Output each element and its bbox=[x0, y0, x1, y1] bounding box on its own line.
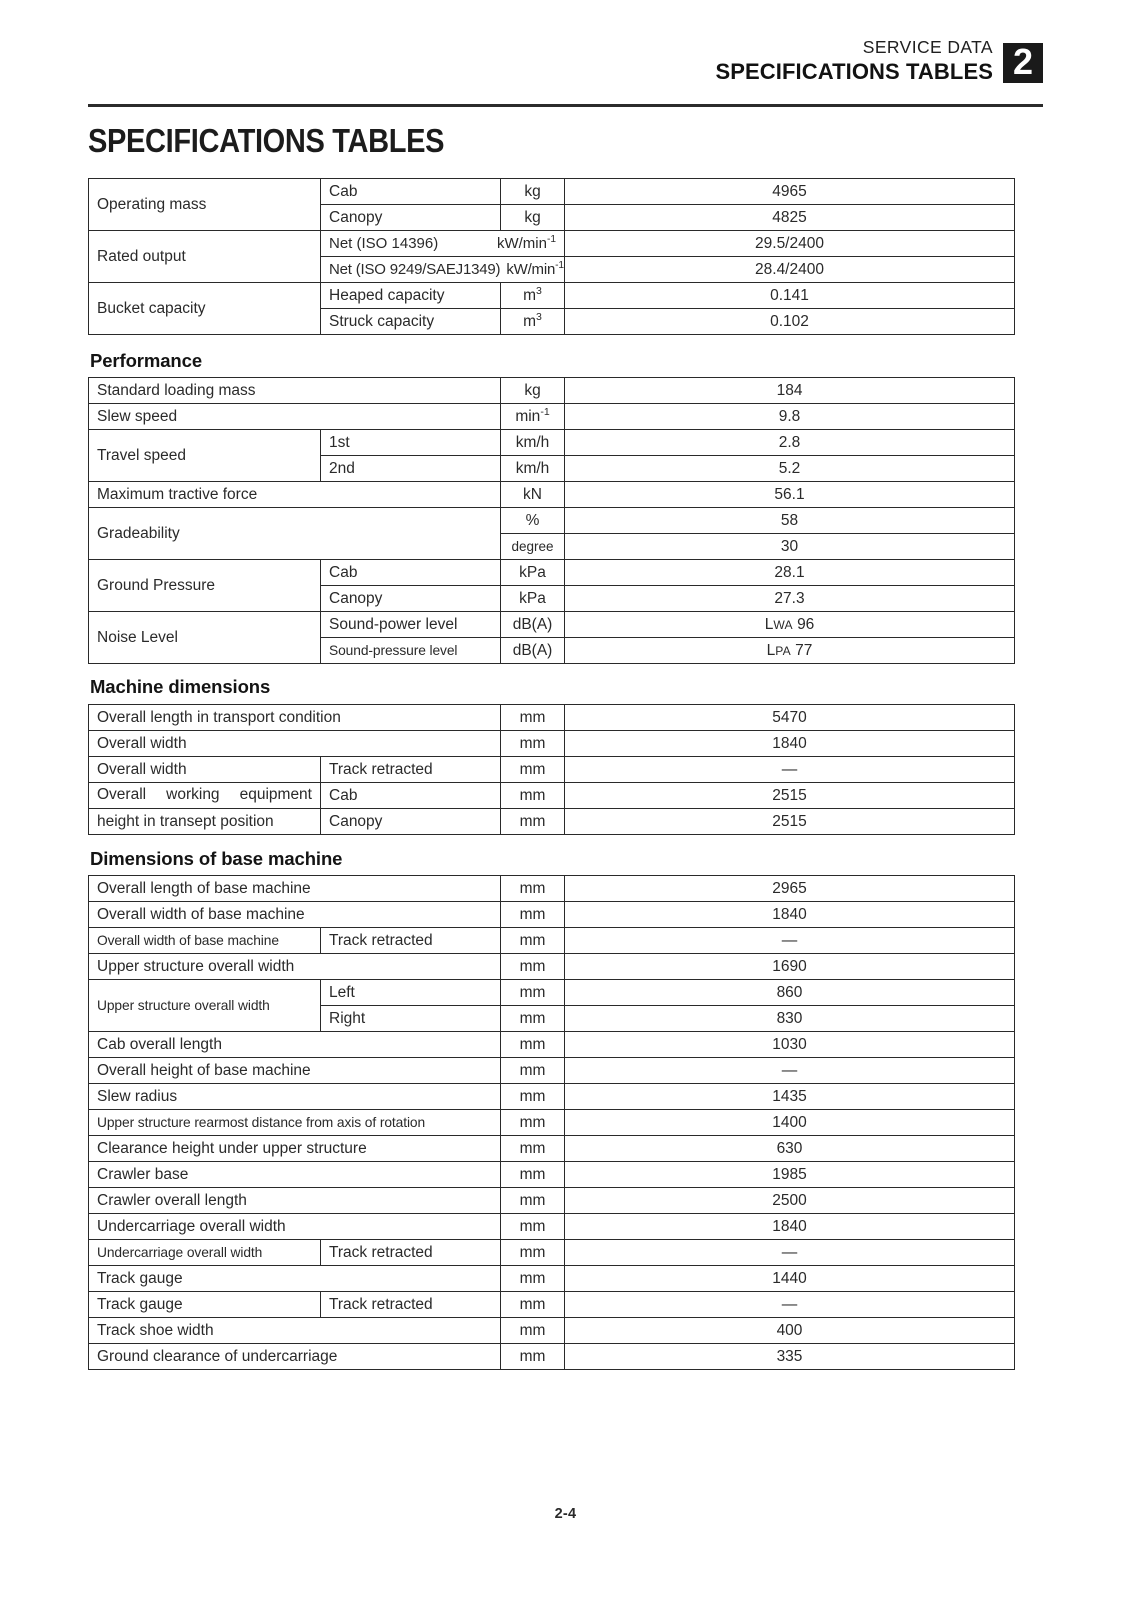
row-sub-cab: Cab bbox=[321, 179, 501, 205]
row-unit: degree bbox=[501, 534, 565, 560]
table-row bbox=[89, 1344, 1015, 1370]
row-unit: kPa bbox=[501, 586, 565, 612]
table-row bbox=[89, 482, 1015, 508]
row-unit: mm bbox=[501, 783, 565, 809]
row-value: 0.102 bbox=[565, 309, 1015, 335]
table-row bbox=[89, 1292, 1015, 1318]
exponent: -1 bbox=[540, 405, 550, 418]
row-value: — bbox=[565, 1292, 1015, 1318]
table-row bbox=[89, 1032, 1015, 1058]
row-value: 1690 bbox=[565, 954, 1015, 980]
table-row bbox=[89, 902, 1015, 928]
row-unit: mm bbox=[501, 731, 565, 757]
row-label-overall-width-base-retracted: Overall width of base machine bbox=[89, 928, 321, 954]
row-label-ground-clearance-undercarriage: Ground clearance of undercarriage bbox=[89, 1344, 501, 1370]
row-label-ground-pressure: Ground Pressure bbox=[89, 560, 321, 612]
kw-per-min-unit: $kW/\min^{-1}$ bbox=[506, 260, 564, 278]
base-machine-dimensions-block bbox=[88, 875, 1015, 1370]
row-sub-net-iso-14396 bbox=[321, 231, 565, 257]
row-label-overall-length-transport: Overall length in transport condition bbox=[89, 705, 501, 731]
table-row bbox=[89, 560, 1015, 586]
row-sub-canopy: Canopy bbox=[321, 205, 501, 231]
row-label-bucket-capacity: Bucket capacity bbox=[89, 283, 321, 335]
row-sub-1st: 1st bbox=[321, 430, 501, 456]
row-label-overall-width-retracted: Overall width bbox=[89, 757, 321, 783]
row-value-sound-pressure: LPA 77 bbox=[565, 638, 1015, 664]
row-value: 860 bbox=[565, 980, 1015, 1006]
kw-per-min-unit: $kW/\min^{-1}$ bbox=[496, 234, 556, 252]
row-value: 335 bbox=[565, 1344, 1015, 1370]
row-label-travel-speed: Travel speed bbox=[89, 430, 321, 482]
row-unit: kPa bbox=[501, 560, 565, 586]
row-unit: km/h bbox=[501, 456, 565, 482]
row-unit: kg bbox=[501, 179, 565, 205]
row-unit: mm bbox=[501, 757, 565, 783]
table-row bbox=[89, 1162, 1015, 1188]
row-label-rearmost-distance: Upper structure rearmost distance from axis of rotation bbox=[89, 1110, 501, 1136]
row-value: 1985 bbox=[565, 1162, 1015, 1188]
row-label-slew-radius: Slew radius bbox=[89, 1084, 501, 1110]
table-row bbox=[89, 283, 1015, 309]
table-row bbox=[89, 430, 1015, 456]
row-value: 1030 bbox=[565, 1032, 1015, 1058]
table-row bbox=[89, 954, 1015, 980]
exponent: 3 bbox=[536, 284, 542, 297]
row-unit: kN bbox=[501, 482, 565, 508]
row-label-overall-length-base: Overall length of base machine bbox=[89, 876, 501, 902]
row-value: — bbox=[565, 928, 1015, 954]
row-unit: mm bbox=[501, 1084, 565, 1110]
row-unit: mm bbox=[501, 980, 565, 1006]
row-label-crawler-base: Crawler base bbox=[89, 1162, 501, 1188]
row-value: 5470 bbox=[565, 705, 1015, 731]
table-row bbox=[89, 404, 1015, 430]
general-specs-table bbox=[88, 178, 1015, 335]
row-label-clearance-height: Clearance height under upper structure bbox=[89, 1136, 501, 1162]
row-unit: mm bbox=[501, 1188, 565, 1214]
row-value: 5.2 bbox=[565, 456, 1015, 482]
section-heading-performance: Performance bbox=[90, 350, 203, 371]
row-label-track-shoe-width: Track shoe width bbox=[89, 1318, 501, 1344]
row-unit: mm bbox=[501, 705, 565, 731]
exponent: -1 bbox=[555, 260, 564, 271]
header-section-title: SPECIFICATIONS TABLES bbox=[715, 58, 993, 84]
row-unit: mm bbox=[501, 1266, 565, 1292]
row-unit: mm bbox=[501, 876, 565, 902]
general-specs-block bbox=[88, 178, 1015, 335]
row-value: 2515 bbox=[565, 783, 1015, 809]
row-label-track-gauge-retracted: Track gauge bbox=[89, 1292, 321, 1318]
row-value: 2965 bbox=[565, 876, 1015, 902]
table-row bbox=[89, 980, 1015, 1006]
table-row bbox=[89, 757, 1015, 783]
row-sub-right: Right bbox=[321, 1006, 501, 1032]
header-divider bbox=[88, 104, 1043, 107]
row-unit: dB(A) bbox=[501, 612, 565, 638]
row-label-crawler-overall-length: Crawler overall length bbox=[89, 1188, 501, 1214]
row-label-gradeability: Gradeability bbox=[89, 508, 501, 560]
row-value: 30 bbox=[565, 534, 1015, 560]
row-sub-struck: Struck capacity bbox=[321, 309, 501, 335]
section-heading-base-machine-dimensions: Dimensions of base machine bbox=[90, 848, 343, 869]
row-value: 9.8 bbox=[565, 404, 1015, 430]
header-text-block bbox=[715, 38, 993, 84]
exponent: 3 bbox=[536, 310, 542, 323]
row-value: 56.1 bbox=[565, 482, 1015, 508]
table-row bbox=[89, 1110, 1015, 1136]
row-unit: mm bbox=[501, 1214, 565, 1240]
table-row bbox=[89, 783, 1015, 809]
row-sub-cab: Cab bbox=[321, 560, 501, 586]
row-sub-heaped: Heaped capacity bbox=[321, 283, 501, 309]
row-label-rated-output: Rated output bbox=[89, 231, 321, 283]
row-label-track-gauge: Track gauge bbox=[89, 1266, 501, 1292]
row-value: 58 bbox=[565, 508, 1015, 534]
row-value: 1440 bbox=[565, 1266, 1015, 1292]
row-unit: dB(A) bbox=[501, 638, 565, 664]
row-value: 184 bbox=[565, 378, 1015, 404]
row-unit: kg bbox=[501, 205, 565, 231]
row-sub-cab: Cab bbox=[321, 783, 501, 809]
row-value: 2500 bbox=[565, 1188, 1015, 1214]
machine-dimensions-block bbox=[88, 704, 1015, 835]
row-unit: mm bbox=[501, 1162, 565, 1188]
table-row bbox=[89, 731, 1015, 757]
row-value: 1840 bbox=[565, 1214, 1015, 1240]
row-label-undercarriage-width-retracted: Undercarriage overall width bbox=[89, 1240, 321, 1266]
row-sub-sound-pressure: Sound-pressure level bbox=[321, 638, 501, 664]
page-header bbox=[715, 38, 1043, 84]
noise-subscript: PA bbox=[775, 643, 791, 658]
page-footer: 2-4 bbox=[554, 1506, 577, 1522]
table-row bbox=[89, 1136, 1015, 1162]
row-sub-canopy: Canopy bbox=[321, 586, 501, 612]
table-row bbox=[89, 231, 1015, 257]
section-heading-machine-dimensions: Machine dimensions bbox=[90, 676, 271, 697]
row-unit: mm bbox=[501, 1292, 565, 1318]
row-label-working-equipment-height-1: Overall working equipment bbox=[89, 783, 321, 809]
row-unit: mm bbox=[501, 1006, 565, 1032]
row-unit: $m^3$ bbox=[501, 283, 565, 309]
row-value: 29.5/2400 bbox=[565, 231, 1015, 257]
row-sub-track-retracted: Track retracted bbox=[321, 1240, 501, 1266]
row-unit: mm bbox=[501, 902, 565, 928]
row-unit: $\min^{-1}$ bbox=[501, 404, 565, 430]
row-unit: mm bbox=[501, 1110, 565, 1136]
table-row bbox=[89, 705, 1015, 731]
row-unit: mm bbox=[501, 1240, 565, 1266]
table-row bbox=[89, 876, 1015, 902]
performance-table bbox=[88, 377, 1015, 664]
table-row bbox=[89, 1058, 1015, 1084]
table-row bbox=[89, 928, 1015, 954]
row-value: 2.8 bbox=[565, 430, 1015, 456]
machine-dimensions-table bbox=[88, 704, 1015, 835]
row-value: 4825 bbox=[565, 205, 1015, 231]
row-label-overall-height-base: Overall height of base machine bbox=[89, 1058, 501, 1084]
row-sub-track-retracted: Track retracted bbox=[321, 1292, 501, 1318]
row-value: — bbox=[565, 757, 1015, 783]
row-value: 28.1 bbox=[565, 560, 1015, 586]
table-row bbox=[89, 1240, 1015, 1266]
row-label-cab-overall-length: Cab overall length bbox=[89, 1032, 501, 1058]
row-sub-track-retracted: Track retracted bbox=[321, 757, 501, 783]
row-value: 0.141 bbox=[565, 283, 1015, 309]
row-sub-net-iso-9249 bbox=[321, 257, 565, 283]
row-label-working-equipment-height-2: height in transept position bbox=[89, 809, 321, 835]
table-row bbox=[89, 809, 1015, 835]
chapter-number-badge: 2 bbox=[1003, 43, 1043, 83]
exponent: -1 bbox=[546, 234, 556, 245]
row-label-undercarriage-width: Undercarriage overall width bbox=[89, 1214, 501, 1240]
row-value: 27.3 bbox=[565, 586, 1015, 612]
row-value: 630 bbox=[565, 1136, 1015, 1162]
table-row bbox=[89, 1214, 1015, 1240]
row-label-operating-mass: Operating mass bbox=[89, 179, 321, 231]
row-value: 1840 bbox=[565, 902, 1015, 928]
row-unit: mm bbox=[501, 954, 565, 980]
row-unit: mm bbox=[501, 928, 565, 954]
page-title: SPECIFICATIONS TABLES bbox=[88, 122, 445, 159]
row-sub-track-retracted: Track retracted bbox=[321, 928, 501, 954]
performance-block bbox=[88, 377, 1015, 664]
row-value: — bbox=[565, 1058, 1015, 1084]
row-unit: $m^3$ bbox=[501, 309, 565, 335]
row-sub-sound-power: Sound-power level bbox=[321, 612, 501, 638]
row-value: — bbox=[565, 1240, 1015, 1266]
row-label-standard-loading-mass: Standard loading mass bbox=[89, 378, 501, 404]
row-label-overall-width-base: Overall width of base machine bbox=[89, 902, 501, 928]
table-row bbox=[89, 612, 1015, 638]
row-value: 1840 bbox=[565, 731, 1015, 757]
row-label-max-tractive-force: Maximum tractive force bbox=[89, 482, 501, 508]
net-iso-14396-text: Net (ISO 14396) bbox=[329, 235, 439, 252]
row-label-overall-width: Overall width bbox=[89, 731, 501, 757]
row-unit: mm bbox=[501, 1344, 565, 1370]
net-iso-9249-text: Net (ISO 9249/SAEJ1349) bbox=[329, 261, 501, 278]
table-row bbox=[89, 508, 1015, 534]
row-sub-left: Left bbox=[321, 980, 501, 1006]
row-value: 4965 bbox=[565, 179, 1015, 205]
row-unit: mm bbox=[501, 1058, 565, 1084]
table-row bbox=[89, 1266, 1015, 1292]
table-row bbox=[89, 378, 1015, 404]
row-value: 830 bbox=[565, 1006, 1015, 1032]
row-value: 400 bbox=[565, 1318, 1015, 1344]
table-row bbox=[89, 1084, 1015, 1110]
row-label-upper-structure-width: Upper structure overall width bbox=[89, 954, 501, 980]
row-unit: mm bbox=[501, 1032, 565, 1058]
row-sub-2nd: 2nd bbox=[321, 456, 501, 482]
table-row bbox=[89, 1318, 1015, 1344]
row-sub-canopy: Canopy bbox=[321, 809, 501, 835]
base-machine-dimensions-table bbox=[88, 875, 1015, 1370]
row-value: 1435 bbox=[565, 1084, 1015, 1110]
row-value: 1400 bbox=[565, 1110, 1015, 1136]
row-value: 2515 bbox=[565, 809, 1015, 835]
header-service-data: SERVICE DATA bbox=[862, 37, 993, 57]
row-label-noise-level: Noise Level bbox=[89, 612, 321, 664]
row-unit: kg bbox=[501, 378, 565, 404]
row-unit: km/h bbox=[501, 430, 565, 456]
row-unit: mm bbox=[501, 809, 565, 835]
row-unit: mm bbox=[501, 1318, 565, 1344]
row-value: 28.4/2400 bbox=[565, 257, 1015, 283]
row-unit: mm bbox=[501, 1136, 565, 1162]
row-label-slew-speed: Slew speed bbox=[89, 404, 501, 430]
table-row bbox=[89, 179, 1015, 205]
table-row bbox=[89, 1188, 1015, 1214]
row-label-upper-structure-width-lr: Upper structure overall width bbox=[89, 980, 321, 1032]
noise-subscript: WA bbox=[773, 617, 793, 632]
row-value-sound-power: LWA 96 bbox=[565, 612, 1015, 638]
row-unit: % bbox=[501, 508, 565, 534]
